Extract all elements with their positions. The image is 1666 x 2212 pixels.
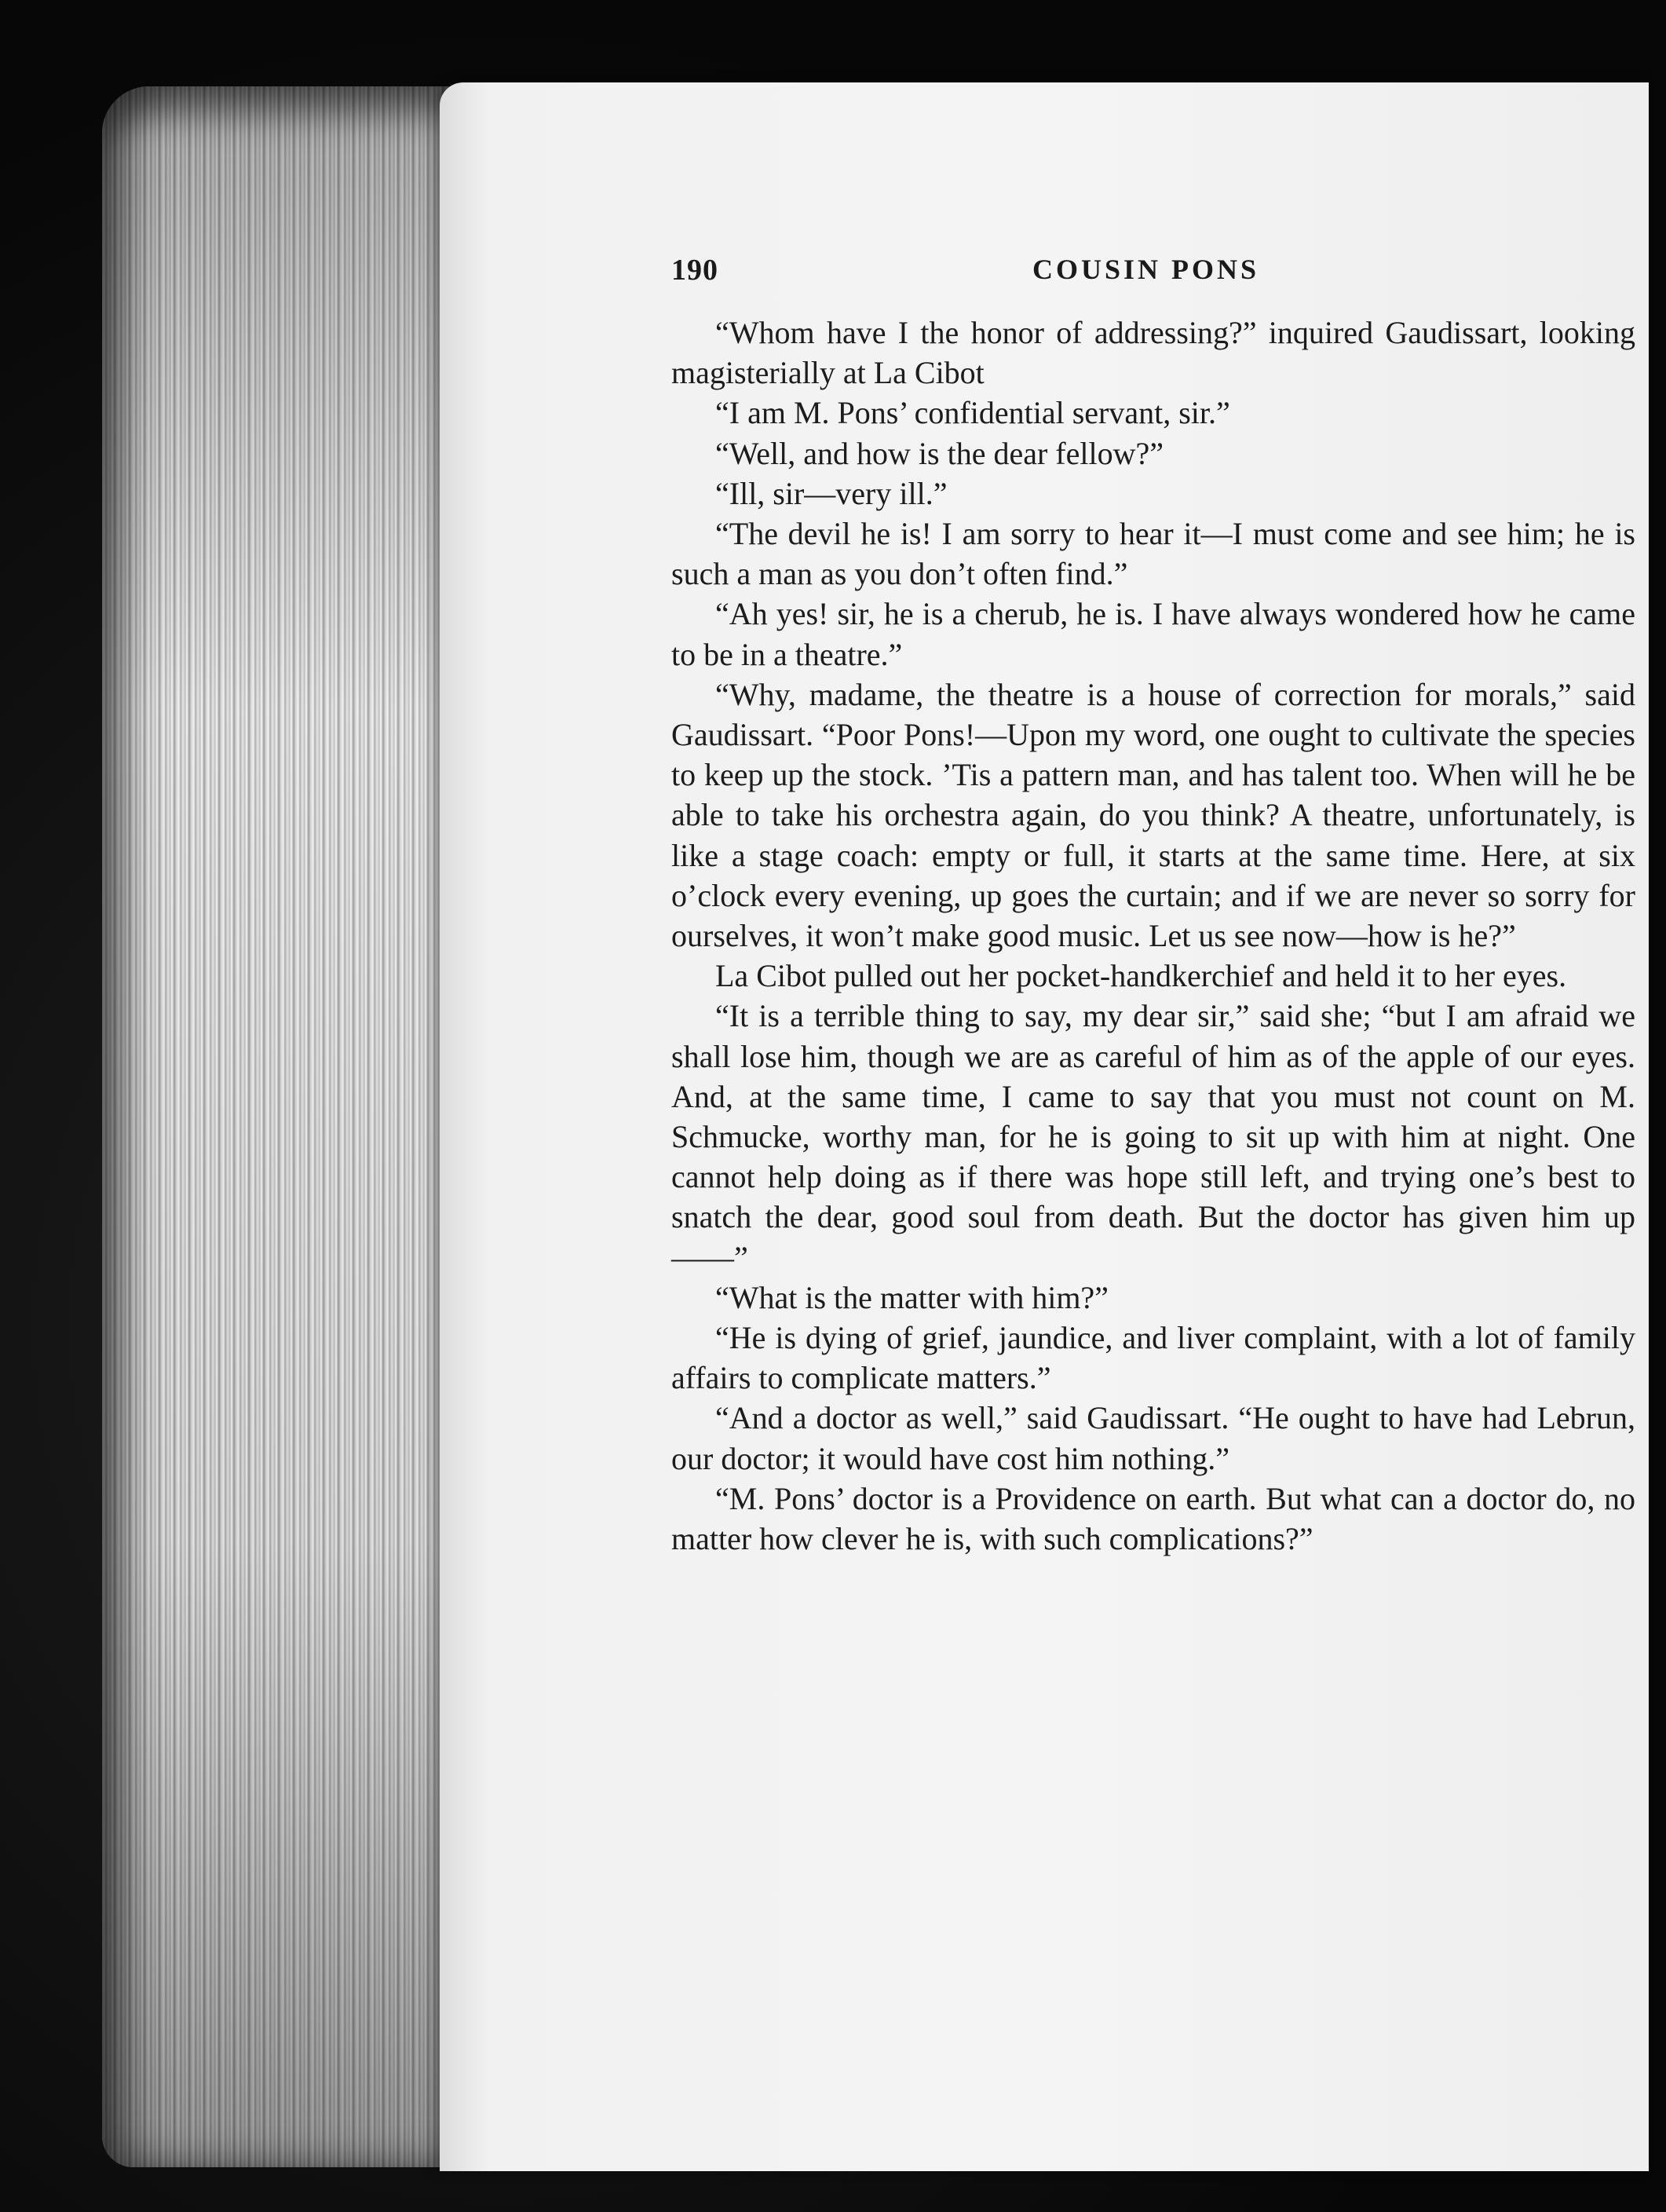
paragraph: “Ill, sir—very ill.” xyxy=(715,475,948,511)
book-page-edges xyxy=(102,86,463,2167)
paragraph: La Cibot pulled out her pocket-handkerchief and held it to her eyes. xyxy=(715,958,1567,994)
paragraph: “He is dying of grief, jaundice, and liver complaint, with a lot of family affairs to complicate matters.” xyxy=(671,1320,1635,1396)
page-number: 190 xyxy=(671,254,718,287)
running-title: COUSIN PONS xyxy=(1032,254,1260,285)
paragraph: “What is the matter with him?” xyxy=(715,1279,1109,1315)
paragraph: “The devil he is! I am sorry to hear it—I must come and see him; he is such a man as you don’t often find.” xyxy=(671,516,1635,592)
paragraph: “Well, and how is the dear fellow?” xyxy=(715,435,1164,471)
paragraph: “Ah yes! sir, he is a cherub, he is. I have always wondered how he came to be in a theatre.” xyxy=(671,596,1635,672)
paragraph: “M. Pons’ doctor is a Providence on earth. But what can a doctor do, no matter how clever he is, with such complications?” xyxy=(671,1480,1635,1557)
paragraph: “It is a terrible thing to say, my dear sir,” said she; “but I am afraid we shall lose him, though we are as careful of him as of the apple of our eyes. And, at the same time, I came to say that you must not count on M. Schmucke, worthy man, for he is going to sit up with him at night. One cannot help doing as if there was hope still left, and trying one’s best to snatch the dear, good soul from death. But the doctor has given him up——” xyxy=(671,998,1635,1275)
paragraph: “Why, madame, the theatre is a house of correction for morals,” said Gaudissart. “Poor Pons!—Upon my word, one ought to cultivate the species to keep up the stock. ’Tis a pattern man, and has talent too. When will he be able to take his orchestra again, do you think? A theatre, unfortunately, is like a stage coach: empty or full, it starts at the same time. Here, at six o’clock every evening, up goes the curtain; and if we are never so sorry for ourselves, it won’t make good music. Let us see now—how is he?” xyxy=(671,676,1635,954)
paragraph: “Whom have I the honor of addressing?” inquired Gaudissart, looking magisterially at La Cibot xyxy=(671,315,1635,391)
running-head xyxy=(671,253,1637,300)
paragraph: “And a doctor as well,” said Gaudissart. “He ought to have had Lebrun, our doctor; it would have cost him nothing.” xyxy=(671,1400,1635,1476)
body-text xyxy=(671,313,1635,1559)
paragraph: “I am M. Pons’ confidential servant, sir.” xyxy=(715,395,1230,431)
